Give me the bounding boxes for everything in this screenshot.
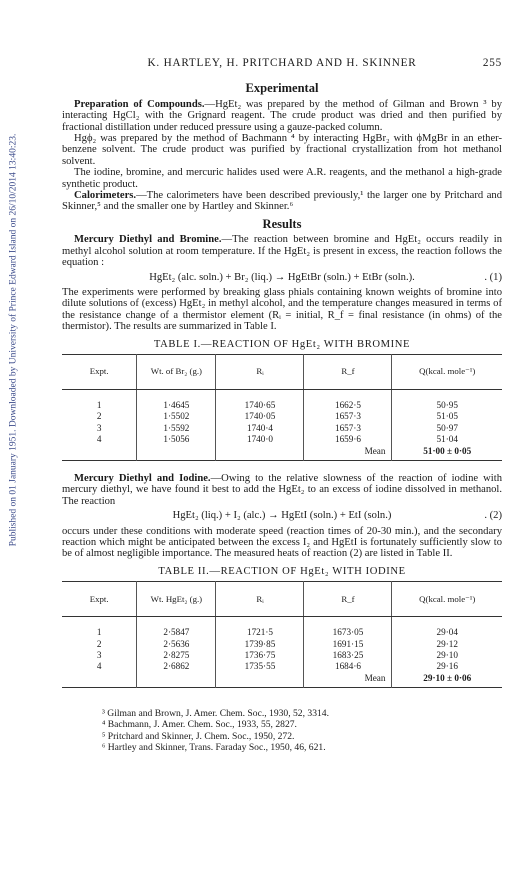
- table-cell: [62, 446, 137, 461]
- table-1-caption: TABLE I.—REACTION OF HgEt₂ WITH BROMINE: [153, 338, 411, 350]
- table-cell: 1683·25: [304, 650, 392, 661]
- table-cell: 50·95: [436, 399, 458, 410]
- table-cell: 1·5502: [137, 411, 216, 422]
- paper-page: [62, 58, 502, 753]
- equation-2: [62, 510, 502, 521]
- table-cell: 1736·75: [216, 650, 304, 661]
- paragraph-conditions: occurs under these conditions with moderate speed (reaction times of 20-30 min.), and the secondary reaction which might be anticipated between the excess I₂ and HgEtI is fortunately sufficiently slow to be of almost negligible importance. The measured heats of reaction (2) are listed in Table II.: [62, 525, 502, 560]
- section-heading-results: Results: [262, 216, 302, 231]
- footnote: ⁵ Pritchard and Skinner, J. Chem. Soc., 1950, 272.: [102, 730, 295, 742]
- table-cell: 2·6862: [137, 661, 216, 672]
- table-cell: [216, 446, 304, 461]
- running-head-authors: K. HARTLEY, H. PRITCHARD AND H. SKINNER: [147, 57, 417, 69]
- table-cell: 1·4645: [137, 389, 216, 411]
- table-cell: 1740·65: [216, 389, 304, 411]
- table-cell: 1: [62, 617, 137, 639]
- run-in-heading: Calorimeters.: [74, 190, 137, 202]
- table-cell: 2: [62, 411, 137, 422]
- table-cell: 29·10: [436, 650, 458, 661]
- download-watermark-text: Published on 01 January 1951. Downloaded by University of Prince Edward Island on 26/10/2014 13:40:23.: [8, 133, 19, 547]
- table-1-header: Wt. of Br₂ (g.): [137, 354, 216, 389]
- run-in-heading: Mercury Diethyl and Bromine.: [74, 234, 222, 246]
- table-2-header: Wt. HgEt₂ (g.): [137, 582, 216, 617]
- table-cell: [216, 673, 304, 688]
- table-cell: 2·5847: [137, 617, 216, 639]
- table-cell: [137, 673, 216, 688]
- table-cell: 1740·0: [216, 434, 304, 445]
- table-mean-row: [62, 673, 502, 688]
- table-cell: 50·97: [436, 422, 458, 433]
- table-cell: 2·8275: [137, 650, 216, 661]
- download-watermark: [6, 100, 20, 580]
- table-cell: 29·04: [436, 627, 458, 638]
- table-cell: 3: [62, 423, 137, 434]
- table-2-header-row: [62, 582, 502, 617]
- table-row: [62, 434, 502, 445]
- table-cell: 1·5056: [137, 434, 216, 445]
- table-1-header-row: [62, 354, 502, 389]
- table-cell: 1659·6: [304, 434, 392, 445]
- equation-1-number: . (1): [484, 271, 502, 283]
- table-cell: 29·16: [436, 661, 458, 672]
- paragraph-text: —The reaction between bromine and HgEt₂ occurs readily in methyl alcohol solution at room temperature. If the HgEt₂ is present in excess, the reaction follows the equation :: [62, 234, 502, 269]
- table-2-caption: TABLE II.—REACTION OF HgEt₂ WITH IODINE: [158, 565, 406, 577]
- footnote: ³ Gilman and Brown, J. Amer. Chem. Soc., 1930, 52, 3314.: [102, 708, 329, 720]
- table-2-header: Rᵢ: [216, 582, 304, 617]
- page-number: 255: [482, 57, 502, 69]
- footnotes: [62, 708, 502, 753]
- table-cell: 4: [62, 661, 137, 672]
- table-mean-row: [62, 446, 502, 461]
- table-2-header: Expt.: [62, 582, 137, 617]
- table-cell: 1657·3: [304, 411, 392, 422]
- table-cell: 1740·05: [216, 411, 304, 422]
- paragraph-text: —Owing to the relative slowness of the reaction of iodine with mercury diethyl, we have found it best to add the HgEt₂ to an excess of iodine dissolved in methanol. The reaction: [62, 472, 502, 507]
- table-cell: 3: [62, 650, 137, 661]
- table-cell: 1: [62, 389, 137, 411]
- table-cell: 51·05: [436, 411, 458, 422]
- paragraph-experiments: The experiments were performed by breaking glass phials containing known weights of bromine into dilute solutions of (excess) HgEt₂ in methyl alcohol, and the temperature changes measured in terms of the resistance change of a thermistor element (Rᵢ = initial, R_f = final resistance (in ohms) of the thermistor). The results are summarized in Table I.: [62, 286, 502, 333]
- table-cell: [137, 446, 216, 461]
- table-cell: 1735·55: [216, 661, 304, 672]
- table-cell: 1739·85: [216, 639, 304, 650]
- table-cell: 1691·15: [304, 639, 392, 650]
- table-1-header: R_f: [304, 354, 392, 389]
- paragraph-reagents: The iodine, bromine, and mercuric halides used were A.R. reagents, and the methanol a high-grade synthetic product.: [62, 167, 502, 190]
- paragraph-text: —HgEt₂ was prepared by the method of Gilman and Brown ³ by interacting HgCl₂ with the Grignard reagent. The crude product was dried and then purified by fractional distillation under reduced pressure using a gauze-packed column.: [62, 98, 502, 133]
- paragraph-hgph2: Hgϕ₂ was prepared by the method of Bachmann ⁴ by interacting HgBr₂ with ϕMgBr in an ether-benzene solvent. The crude product was purified by fractional crystallization from hot methanol solvent.: [62, 133, 502, 167]
- table-2-header: R_f: [304, 582, 392, 617]
- table-1-mean-value: 51·00 ± 0·05: [423, 445, 472, 456]
- table-cell: 1662·5: [304, 389, 392, 411]
- table-2-mean-label: Mean: [304, 673, 392, 688]
- table-2-header: Q(kcal. mole⁻¹): [392, 582, 502, 617]
- table-2-mean-value: 29·10 ± 0·06: [423, 672, 472, 683]
- paragraph-bromine: [62, 234, 502, 268]
- table-cell: 2·5636: [137, 639, 216, 650]
- table-row: [62, 639, 502, 650]
- table-1-header: Rᵢ: [216, 354, 304, 389]
- table-cell: [62, 673, 137, 688]
- table-row: [62, 423, 502, 434]
- paragraph-preparation: [62, 99, 502, 133]
- table-row: [62, 389, 502, 411]
- table-cell: 1·5592: [137, 423, 216, 434]
- footnote: ⁴ Bachmann, J. Amer. Chem. Soc., 1933, 55, 2827.: [102, 719, 297, 731]
- table-1-header: Q(kcal. mole⁻¹): [392, 354, 502, 389]
- table-1-header: Expt.: [62, 354, 137, 389]
- table-cell: 1721·5: [216, 617, 304, 639]
- equation-1-text: HgEt₂ (alc. soln.) + Br₂ (liq.) → HgEtBr (soln.) + EtBr (soln.).: [149, 271, 415, 283]
- equation-2-number: . (2): [484, 510, 502, 522]
- equation-1: [62, 272, 502, 283]
- table-cell: 1657·3: [304, 423, 392, 434]
- paragraph-calorimeters: [62, 190, 502, 213]
- footnote: ⁶ Hartley and Skinner, Trans. Faraday Soc., 1950, 46, 621.: [102, 741, 326, 753]
- paragraph-text: —The calorimeters have been described previously,¹ the larger one by Pritchard and Skinner,⁵ and the smaller one by Hartley and Skinner.⁶: [62, 190, 502, 213]
- table-row: [62, 411, 502, 422]
- run-in-heading: Preparation of Compounds.: [74, 98, 205, 110]
- table-row: [62, 617, 502, 639]
- table-1: [62, 354, 502, 461]
- table-cell: 1740·4: [216, 423, 304, 434]
- table-cell: 29·12: [436, 638, 458, 649]
- paragraph-iodine: [62, 473, 502, 507]
- table-cell: 51·04: [436, 434, 458, 445]
- table-1-mean-label: Mean: [304, 446, 392, 461]
- run-in-heading: Mercury Diethyl and Iodine.: [74, 472, 211, 484]
- table-2: [62, 581, 502, 688]
- equation-2-text: HgEt₂ (liq.) + I₂ (alc.) → HgEtI (soln.) + EtI (soln.): [172, 510, 392, 522]
- table-row: [62, 650, 502, 661]
- table-cell: 1684·6: [304, 661, 392, 672]
- table-cell: 2: [62, 639, 137, 650]
- section-heading-experimental: Experimental: [245, 81, 319, 96]
- table-cell: 1673·05: [304, 617, 392, 639]
- running-head: [62, 58, 502, 69]
- table-cell: 4: [62, 434, 137, 445]
- table-row: [62, 661, 502, 672]
